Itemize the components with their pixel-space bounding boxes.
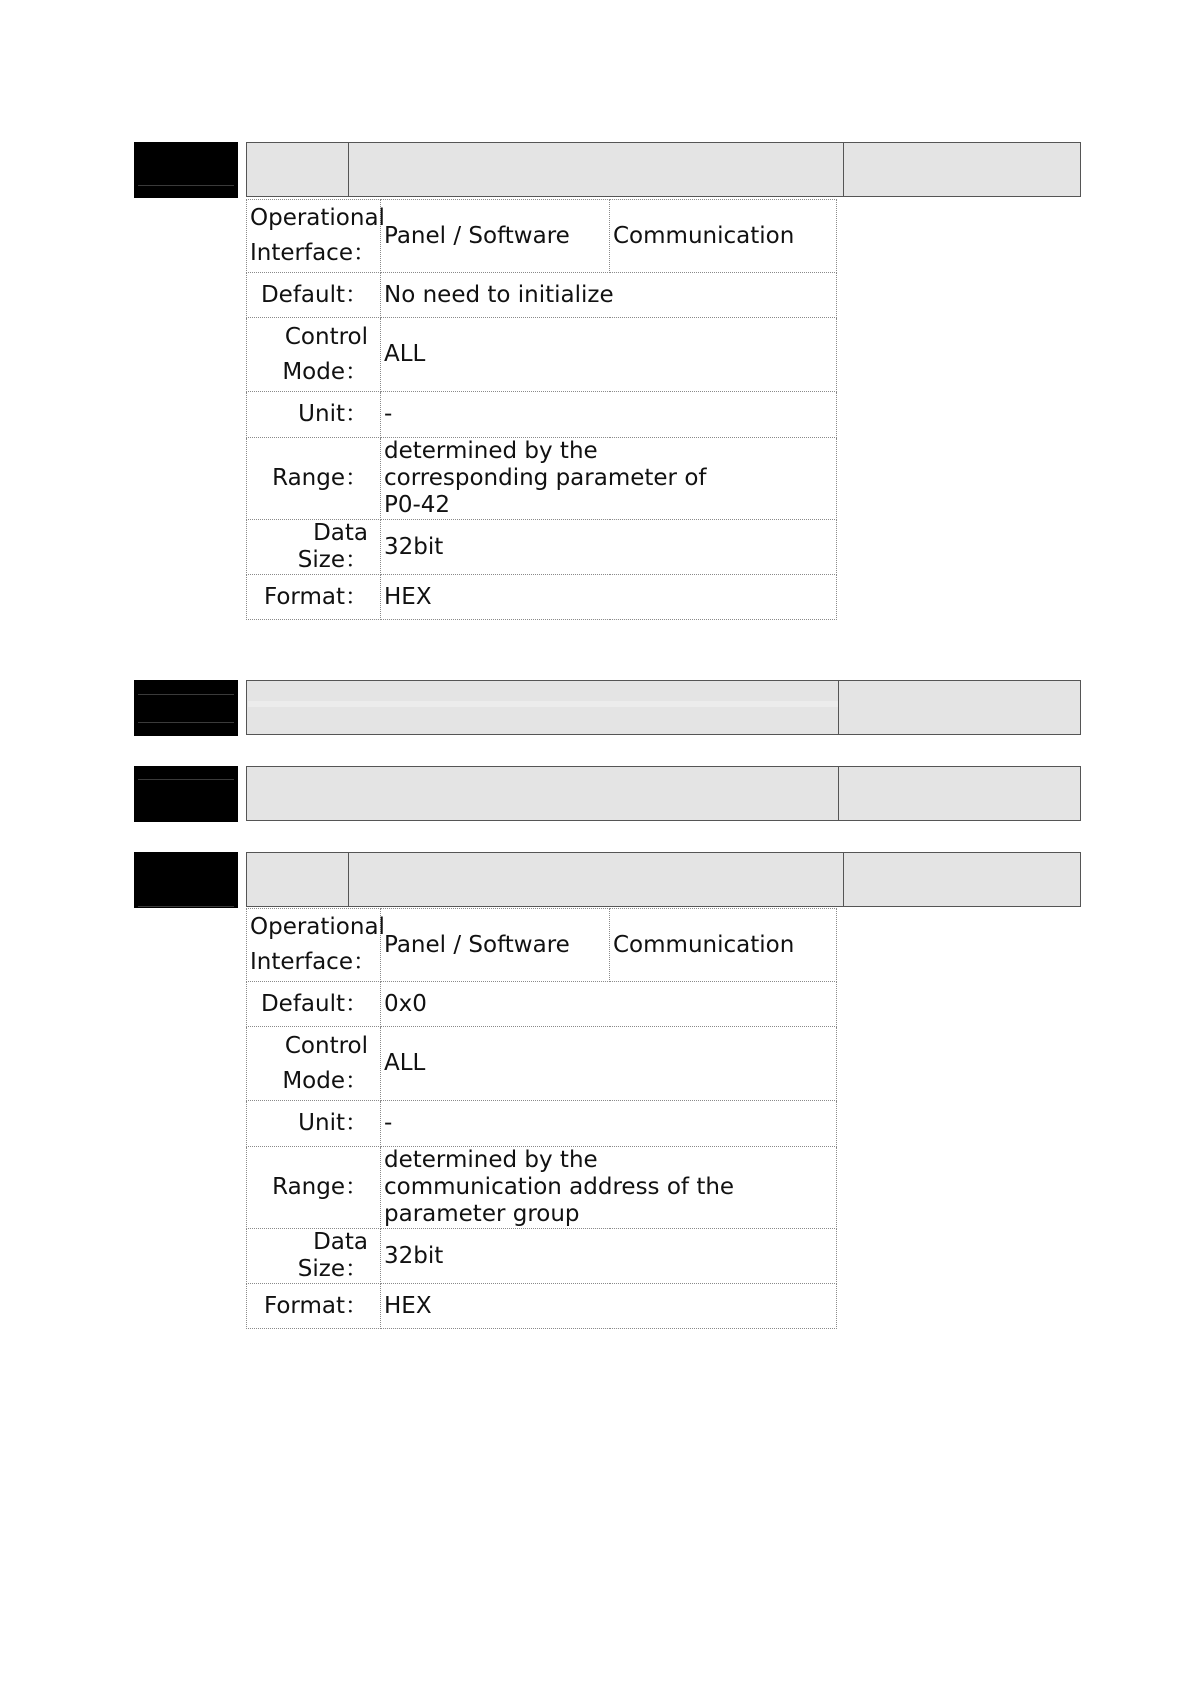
value-unit: - <box>381 1101 837 1147</box>
label-operational-interface: Operational Interface： <box>247 200 381 273</box>
value-range: determined by the corresponding parameter of P0-42 <box>381 438 837 520</box>
parameter-header-bar-1 <box>246 142 1081 197</box>
row-format <box>247 1284 837 1329</box>
value-communication: Communication <box>610 200 837 273</box>
value-format: HEX <box>381 575 837 620</box>
label-format: Format： <box>247 575 381 620</box>
parameter-table-1 <box>246 199 837 620</box>
value-communication: Communication <box>610 909 837 982</box>
value-data-size: 32bit <box>381 1229 837 1284</box>
label-format: Format： <box>247 1284 381 1329</box>
label-data-size: Data Size： <box>247 520 381 575</box>
row-format <box>247 575 837 620</box>
value-default: 0x0 <box>381 982 837 1027</box>
label-operational-interface: Operational Interface： <box>247 909 381 982</box>
value-default: No need to initialize <box>381 273 837 318</box>
parameter-header-bar-2 <box>246 680 1081 735</box>
parameter-code-tab-3 <box>134 766 238 822</box>
value-format: HEX <box>381 1284 837 1329</box>
parameter-code-tab-1 <box>134 142 238 198</box>
value-panel-software: Panel / Software <box>381 909 610 982</box>
label-unit: Unit： <box>247 1101 381 1147</box>
row-default <box>247 273 837 318</box>
parameter-header-bar-4 <box>246 852 1081 907</box>
value-panel-software: Panel / Software <box>381 200 610 273</box>
row-operational-interface <box>247 200 837 273</box>
parameter-header-bar-3 <box>246 766 1081 821</box>
row-operational-interface <box>247 909 837 982</box>
value-data-size: 32bit <box>381 520 837 575</box>
row-default <box>247 982 837 1027</box>
label-default: Default： <box>247 982 381 1027</box>
row-unit <box>247 392 837 438</box>
row-unit <box>247 1101 837 1147</box>
row-range <box>247 438 837 520</box>
value-control-mode: ALL <box>381 1027 837 1101</box>
label-range: Range： <box>247 438 381 520</box>
parameter-table-2 <box>246 908 837 1329</box>
value-unit: - <box>381 392 837 438</box>
row-data-size <box>247 1229 837 1284</box>
label-control-mode: Control Mode： <box>247 318 381 392</box>
row-control-mode <box>247 318 837 392</box>
label-data-size: Data Size： <box>247 1229 381 1284</box>
value-control-mode: ALL <box>381 318 837 392</box>
label-default: Default： <box>247 273 381 318</box>
row-control-mode <box>247 1027 837 1101</box>
label-unit: Unit： <box>247 392 381 438</box>
row-range <box>247 1147 837 1229</box>
value-range: determined by the communication address of the parameter group <box>381 1147 837 1229</box>
parameter-code-tab-4 <box>134 852 238 908</box>
label-range: Range： <box>247 1147 381 1229</box>
label-control-mode: Control Mode： <box>247 1027 381 1101</box>
parameter-code-tab-2 <box>134 680 238 736</box>
row-data-size <box>247 520 837 575</box>
